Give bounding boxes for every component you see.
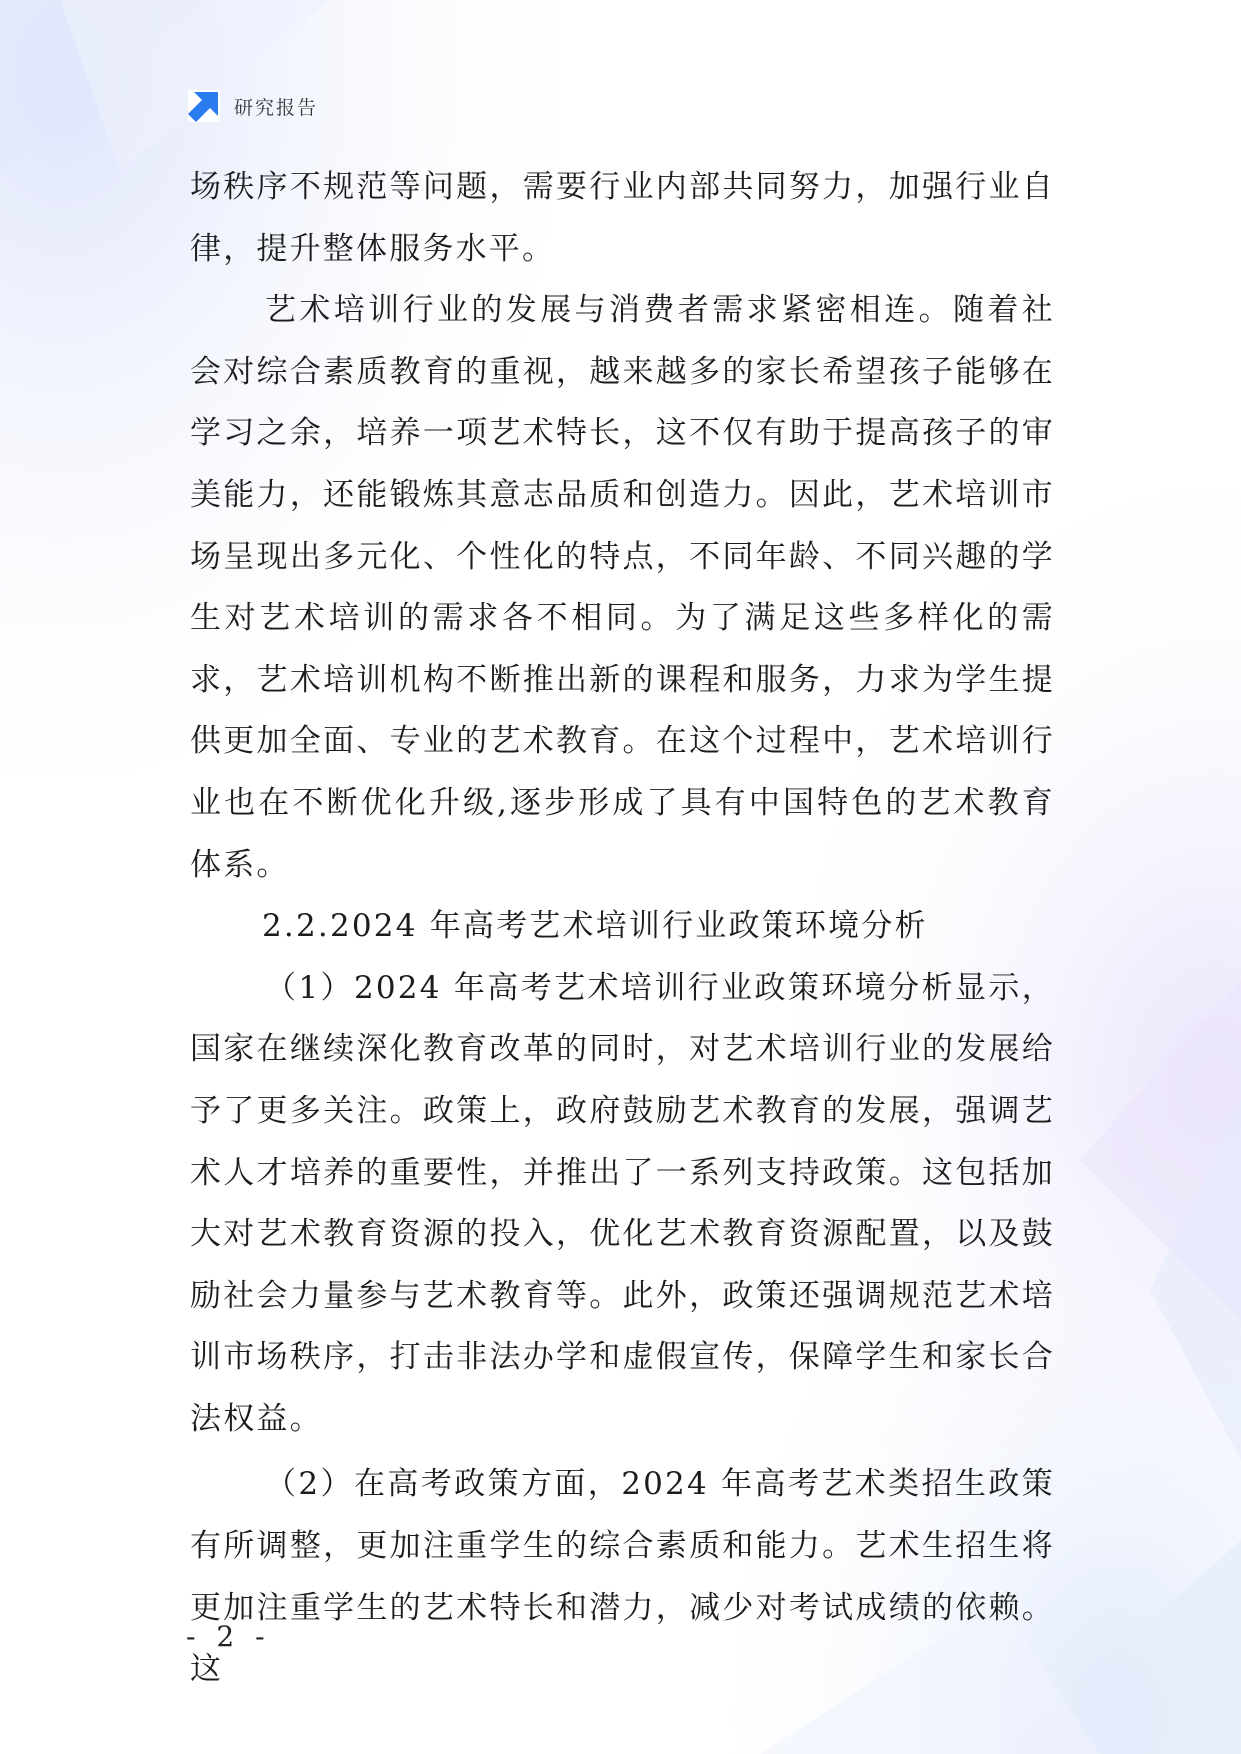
document-body (190, 157, 1055, 1701)
paragraph-continued: 场秩序不规范等问题，需要行业内部共同努力，加强行业自律，提升整体服务水平。 (190, 169, 1055, 267)
paragraph-policy-2: （2）在高考政策方面，2024 年高考艺术类招生政策有所调整，更加注重学生的综合素质和能力。艺术生招生将更加注重学生的艺术特长和潜力，减少对考试成绩的依赖。这 (190, 1466, 1055, 1688)
paragraph-market-demand: 艺术培训行业的发展与消费者需求紧密相连。随着社会对综合素质教育的重视，越来越多的家长希望孩子能够在学习之余，培养一项艺术特长，这不仅有助于提高孩子的审美能力，还能锻炼其意志品质和创造力。因此，艺术培训市场呈现出多元化、个性化的特点，不同年龄、不同兴趣的学生对艺术培训的需求各不相同。为了满足这些多样化的需求，艺术培训机构不断推出新的课程和服务，力求为学生提供更加全面、专业的艺术教育。在这个过程中，艺术培训行业也在不断优化升级,逐步形成了具有中国特色的艺术教育体系。 (190, 292, 1055, 883)
arrow-up-right-icon (186, 88, 222, 124)
section-heading: 2.2.2024 年高考艺术培训行业政策环境分析 (262, 908, 928, 945)
header-title: 研究报告 (234, 96, 319, 119)
paragraph-policy-1: （1）2024 年高考艺术培训行业政策环境分析显示，国家在继续深化教育改革的同时，对艺术培训行业的发展给予了更多关注。政策上，政府鼓励艺术教育的发展，强调艺术人才培养的重要性，并推出了一系列支持政策。这包括加大对艺术教育资源的投入，优化艺术教育资源配置，以及鼓励社会力量参与艺术教育等。此外，政策还强调规范艺术培训市场秩序，打击非法办学和虚假宣传，保障学生和家长合法权益。 (190, 969, 1055, 1437)
report-header (186, 86, 318, 126)
page-number: - 2 - (186, 1620, 271, 1653)
